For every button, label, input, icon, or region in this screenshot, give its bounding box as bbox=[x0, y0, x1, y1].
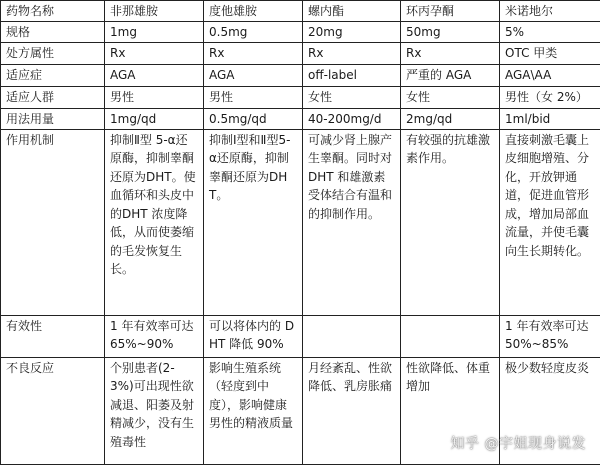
table-cell: 直接刺激毛囊上皮细胞增殖、分化，开放钾通道，促进血管形成，增加局部血流量，并使毛囊向生长期转化。 bbox=[500, 129, 600, 315]
table-cell: 1 年有效率可达 50%~85% bbox=[500, 315, 600, 357]
table-cell: off-label bbox=[303, 64, 401, 86]
table-cell: 20mg bbox=[303, 22, 401, 43]
table-row-prescription bbox=[1, 42, 600, 64]
table-cell: 女性 bbox=[401, 86, 500, 108]
table-row-spec bbox=[1, 22, 600, 43]
table-cell: 性欲降低、体重增加 bbox=[401, 357, 500, 464]
header-cell-spironolactone: 螺内酯 bbox=[303, 1, 401, 22]
table-cell: Rx bbox=[303, 42, 401, 64]
table-row-efficacy bbox=[1, 315, 600, 357]
table-cell: 影响生殖系统（轻度到中度），影响健康男性的精液质量 bbox=[204, 357, 303, 464]
header-cell-drug-name: 药物名称 bbox=[1, 1, 105, 22]
table-row-population bbox=[1, 86, 600, 108]
table-cell: 0.5mg/qd bbox=[204, 108, 303, 129]
table-row-dosage bbox=[1, 108, 600, 129]
table-cell: 女性 bbox=[303, 86, 401, 108]
table-cell: 抑制Ⅰ型和Ⅱ型5-α还原酶，抑制睾酮还原为DHT。 bbox=[204, 129, 303, 315]
row-label: 规格 bbox=[1, 22, 105, 43]
table-cell: OTC 甲类 bbox=[500, 42, 600, 64]
row-label: 适应人群 bbox=[1, 86, 105, 108]
table-cell: 40-200mg/d bbox=[303, 108, 401, 129]
table-cell: 极少数轻度皮炎 bbox=[500, 357, 600, 464]
table-cell: 严重的 AGA bbox=[401, 64, 500, 86]
row-label: 适应症 bbox=[1, 64, 105, 86]
table-cell bbox=[401, 315, 500, 357]
table-cell: 男性 bbox=[105, 86, 204, 108]
table-cell: 1ml/bid bbox=[500, 108, 600, 129]
table-cell: Rx bbox=[204, 42, 303, 64]
table-cell: 2mg/qd bbox=[401, 108, 500, 129]
table-cell: 月经紊乱、性欲降低、乳房胀痛 bbox=[303, 357, 401, 464]
header-cell-dutasteride: 度他雄胺 bbox=[204, 1, 303, 22]
table-cell: 1mg bbox=[105, 22, 204, 43]
table-cell: 可减少肾上腺产生睾酮。同时对 DHT 和雄激素受体结合有温和的抑制作用。 bbox=[303, 129, 401, 315]
table-row-indication bbox=[1, 64, 600, 86]
header-cell-minoxidil: 米诺地尔 bbox=[500, 1, 600, 22]
table-cell bbox=[303, 315, 401, 357]
table-cell: 可以将体内的 DHT 降低 90% bbox=[204, 315, 303, 357]
zhihu-watermark: 知乎 @宇姐现身说发 bbox=[451, 433, 586, 453]
table-cell: 男性 bbox=[204, 86, 303, 108]
table-cell: 5% bbox=[500, 22, 600, 43]
table-cell: AGA\AA bbox=[500, 64, 600, 86]
table-cell: 1mg/qd bbox=[105, 108, 204, 129]
table-cell: 50mg bbox=[401, 22, 500, 43]
table-cell: Rx bbox=[401, 42, 500, 64]
table-cell: AGA bbox=[204, 64, 303, 86]
row-label: 用法用量 bbox=[1, 108, 105, 129]
row-label: 处方属性 bbox=[1, 42, 105, 64]
row-label: 作用机制 bbox=[1, 129, 105, 315]
header-row bbox=[1, 1, 600, 22]
header-cell-cyproterone: 环丙孕酮 bbox=[401, 1, 500, 22]
table-cell: 1 年有效率可达 65%~90% bbox=[105, 315, 204, 357]
table-cell: Rx bbox=[105, 42, 204, 64]
table-row-mechanism bbox=[1, 129, 600, 315]
header-cell-finasteride: 非那雄胺 bbox=[105, 1, 204, 22]
row-label: 有效性 bbox=[1, 315, 105, 357]
table-cell: 抑制Ⅱ型 5-α还原酶，抑制睾酮还原为DHT。使血循环和头皮中的DHT 浓度降低，从而使萎缩的毛发恢复生长。 bbox=[105, 129, 204, 315]
row-label: 不良反应 bbox=[1, 357, 105, 464]
table-cell: AGA bbox=[105, 64, 204, 86]
table-cell: 有较强的抗雄激素作用。 bbox=[401, 129, 500, 315]
table-cell: 0.5mg bbox=[204, 22, 303, 43]
table-cell: 男性（女 2%） bbox=[500, 86, 600, 108]
table-cell: 个别患者(2-3%)可出现性欲减退、阳萎及射精减少，没有生殖毒性 bbox=[105, 357, 204, 464]
